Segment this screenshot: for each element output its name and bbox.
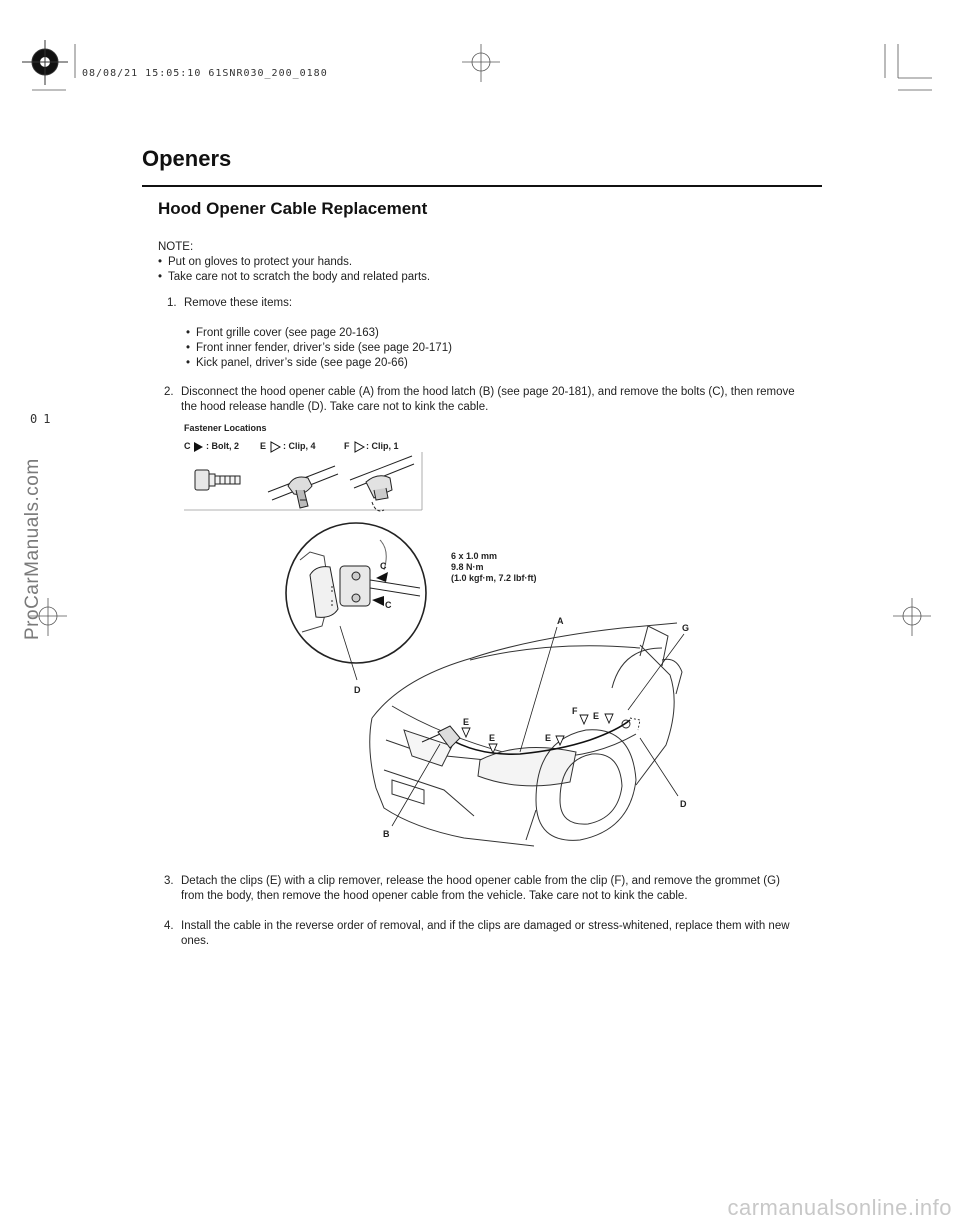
watermark-bottom[interactable]: carmanualsonline.info <box>727 1195 952 1220</box>
step-number: 2. <box>164 386 174 398</box>
step-number: 3. <box>164 875 174 887</box>
fastener-locations-title: Fastener Locations <box>184 423 267 433</box>
legend-letter-e: E <box>260 441 267 451</box>
page-subtitle: Hood Opener Cable Replacement <box>158 199 428 218</box>
callout-e-1: E <box>593 711 600 721</box>
callout-c-top: C <box>380 561 387 571</box>
callout-e-4: E <box>545 733 552 743</box>
removal-item: • Front inner fender, driver’s side (see page 20-171) <box>186 341 827 356</box>
legend-desc-f: : Clip, 1 <box>366 441 399 451</box>
step-number: 4. <box>164 920 174 932</box>
legend-clip-e-marker-icon <box>271 442 280 452</box>
bolt-marker-icon <box>376 572 388 582</box>
note-item: • Put on gloves to protect your hands. <box>158 255 818 270</box>
note-item: • Take care not to scratch the body and related parts. <box>158 270 818 285</box>
legend-bolt-marker-icon <box>194 442 203 452</box>
clip-f-marker-icon <box>580 715 588 724</box>
legend-desc-e: : Clip, 4 <box>283 441 316 451</box>
clip-e-marker-icon <box>605 714 613 723</box>
callout-e-2: E <box>463 717 470 727</box>
callout-g: G <box>682 623 690 633</box>
print-timestamp: 08/08/21 15:05:10 61SNR030_200_0180 <box>82 68 328 79</box>
step-text: Install the cable in the reverse order of removal, and if the clips are damaged or stress-whitened, replace them with new ones. <box>181 920 790 947</box>
legend-desc-c: : Bolt, 2 <box>206 441 239 451</box>
bolt-marker-icon <box>372 596 384 606</box>
legend-letter-c: C <box>184 441 191 451</box>
step-number: 1. <box>167 297 177 309</box>
callout-f: F <box>572 706 578 716</box>
step-3 <box>164 874 804 904</box>
torque-imperial: (1.0 kgf·m, 7.2 lbf·ft) <box>451 573 537 583</box>
note-heading: NOTE: <box>158 241 194 253</box>
leader-d-top <box>340 626 357 680</box>
torque-size: 6 x 1.0 mm <box>451 551 498 561</box>
section-title: Openers <box>142 146 232 171</box>
vehicle-outline <box>370 623 682 846</box>
side-margin-mark: 01 <box>30 412 57 426</box>
step-text: Detach the clips (E) with a clip remover, release the hood opener cable from the clip (F), and remove the grommet (G) from the body, then remove the hood opener cable from the vehicle. Take care not to kink the cable. <box>181 875 780 902</box>
clip-f-icon <box>350 456 414 511</box>
callout-d-bottom: D <box>680 799 687 809</box>
bolt-icon <box>195 470 240 490</box>
step-text: Disconnect the hood opener cable (A) from the hood latch (B) (see page 20-181), and remove the bolts (C), then remove the hood release handle (D). Take care not to kink the cable. <box>181 386 795 413</box>
step-text: Remove these items: <box>184 297 293 309</box>
leader-lines <box>392 627 684 826</box>
callout-e-3: E <box>489 733 496 743</box>
clip-e-marker-icon <box>462 728 470 737</box>
callout-d-top: D <box>354 685 361 695</box>
removal-item: • Kick panel, driver’s side (see page 20-66) <box>186 356 827 371</box>
callout-b: B <box>383 829 390 839</box>
removal-item: • Front grille cover (see page 20-163) <box>186 326 827 341</box>
legend-letter-f: F <box>344 441 350 451</box>
handle-detail-view <box>286 523 426 663</box>
callout-c-bottom: C <box>385 600 392 610</box>
step-4 <box>164 919 804 949</box>
callout-a: A <box>557 616 564 626</box>
watermark-left-text: ProCarManuals.com <box>22 458 43 640</box>
torque-nm: 9.8 N·m <box>451 562 484 572</box>
legend-clip-f-marker-icon <box>355 442 364 452</box>
clip-e-icon <box>268 466 338 508</box>
